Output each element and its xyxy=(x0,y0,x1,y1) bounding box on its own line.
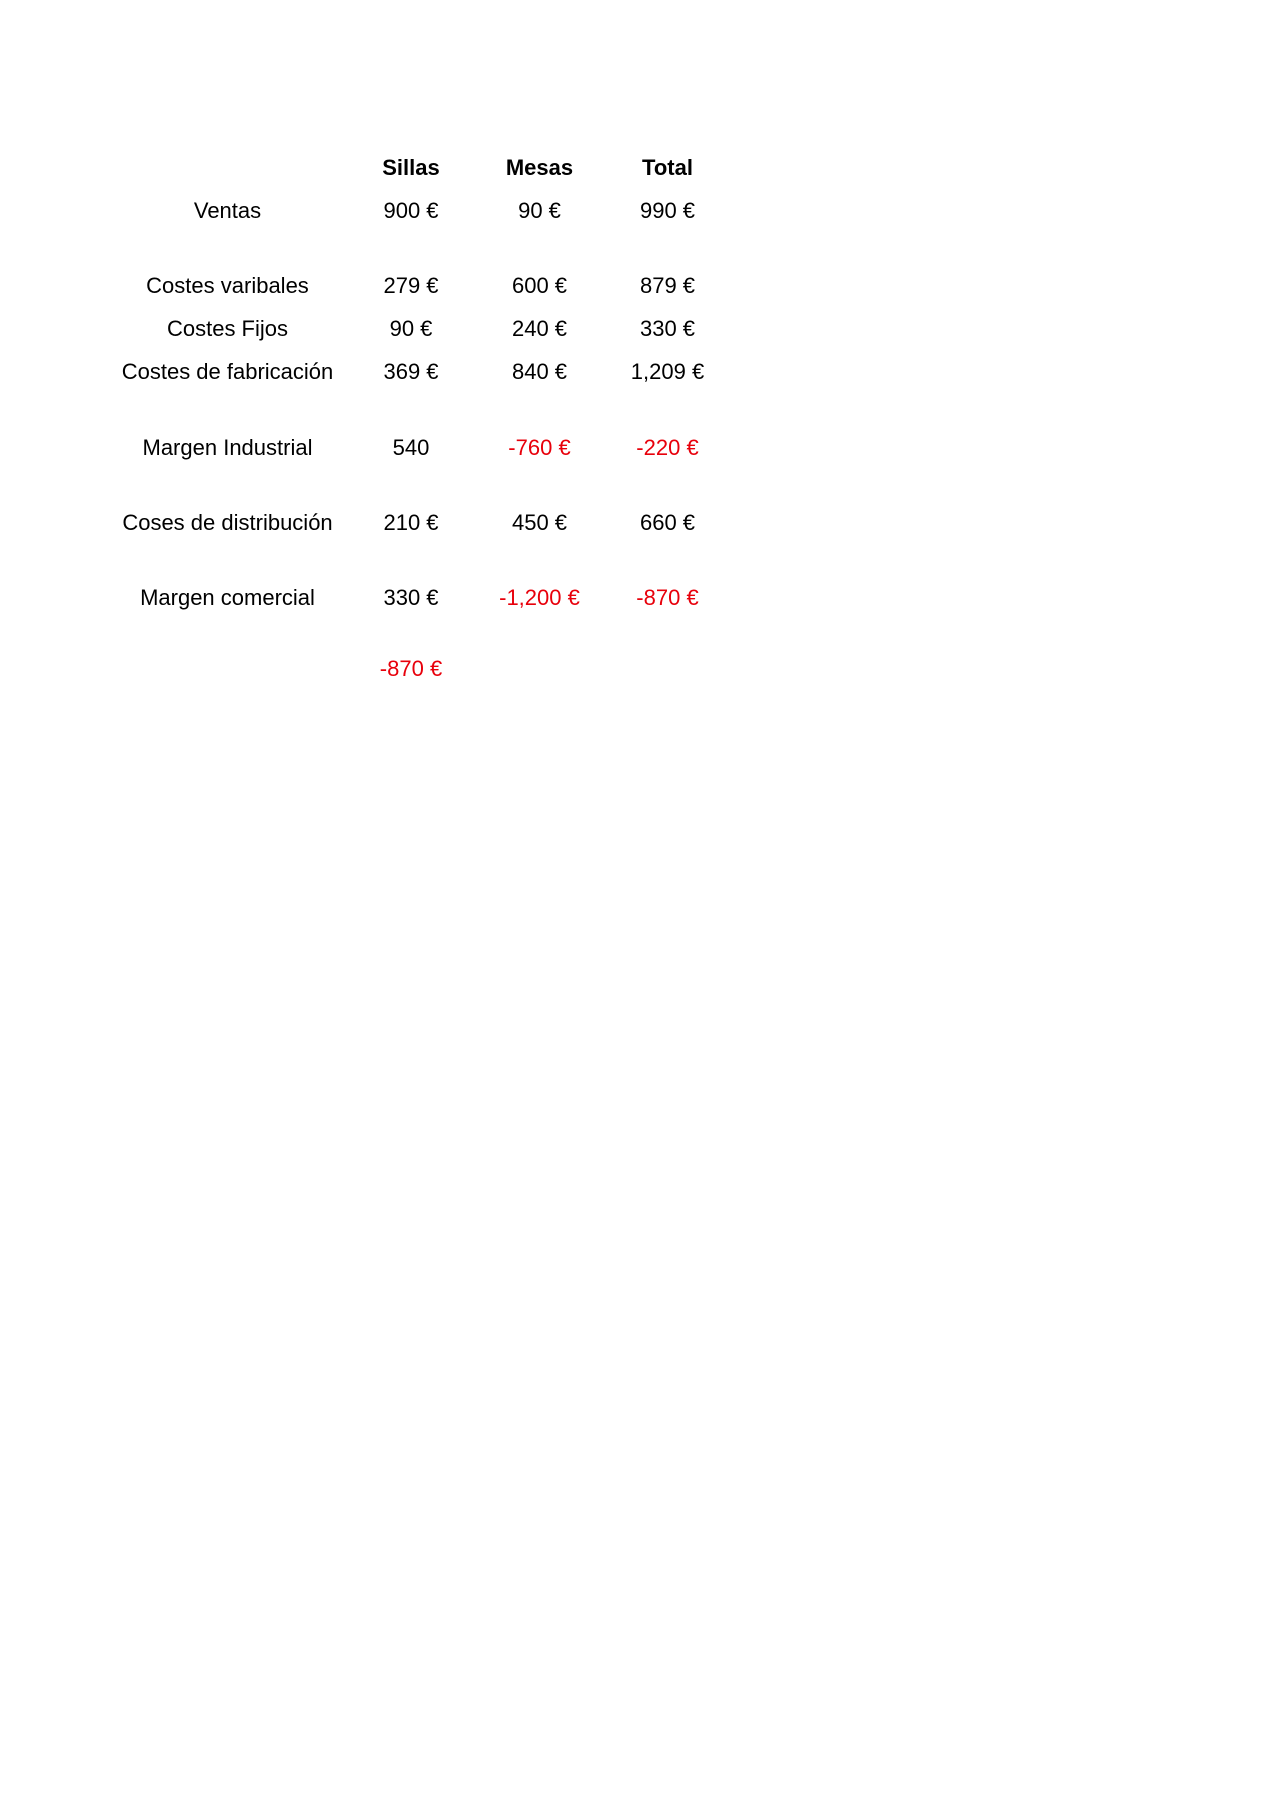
table-row-costes-distribucion xyxy=(0,503,760,543)
table-row-extra xyxy=(0,649,760,689)
table-row-costes-fijos xyxy=(0,309,760,349)
row-label[interactable]: Costes varibales xyxy=(146,273,309,298)
row-label[interactable]: Margen Industrial xyxy=(142,435,313,460)
table-row-margen-comercial xyxy=(0,578,760,618)
row-label[interactable]: Ventas xyxy=(193,198,262,223)
cell-mesas[interactable]: 840 € xyxy=(511,359,568,384)
cell-total-negative[interactable]: -220 € xyxy=(636,435,699,460)
cell-total-negative[interactable]: -870 € xyxy=(636,585,699,610)
cell-sillas[interactable]: 369 € xyxy=(383,359,439,384)
cell-mesas[interactable]: 90 € xyxy=(518,198,561,223)
cell-mesas-negative[interactable]: -1,200 € xyxy=(499,585,580,610)
cell-sillas[interactable]: 210 € xyxy=(383,510,439,535)
header-total[interactable]: Total xyxy=(642,155,693,180)
cell-sillas[interactable]: 900 € xyxy=(383,198,439,223)
table-row-costes-variables xyxy=(0,266,760,306)
cell-sillas[interactable]: 90 € xyxy=(389,316,433,341)
cell-mesas[interactable]: 240 € xyxy=(511,316,568,341)
cell-sillas[interactable]: 330 € xyxy=(383,585,439,610)
row-label[interactable]: Coses de distribución xyxy=(122,510,333,535)
table-row-margen-industrial xyxy=(0,428,760,468)
header-sillas[interactable]: Sillas xyxy=(382,155,440,180)
cell-total[interactable]: 660 € xyxy=(639,510,696,535)
header-row xyxy=(0,148,760,188)
cell-mesas[interactable]: 600 € xyxy=(511,273,568,298)
row-label[interactable]: Costes de fabricación xyxy=(121,359,334,384)
cell-total[interactable]: 990 € xyxy=(639,198,696,223)
row-label[interactable]: Margen comercial xyxy=(140,585,315,610)
cell-extra-negative[interactable]: -870 € xyxy=(379,656,443,681)
cell-mesas-negative[interactable]: -760 € xyxy=(508,435,571,460)
header-mesas[interactable]: Mesas xyxy=(505,155,574,180)
cell-total[interactable]: 1,209 € xyxy=(630,359,705,384)
table-row-costes-fabricacion xyxy=(0,352,760,392)
row-label[interactable]: Costes Fijos xyxy=(166,316,289,341)
cell-mesas[interactable]: 450 € xyxy=(511,510,568,535)
cell-total[interactable]: 879 € xyxy=(639,273,696,298)
table-row-ventas xyxy=(0,191,760,231)
cell-sillas[interactable]: 540 xyxy=(392,435,430,460)
cell-sillas[interactable]: 279 € xyxy=(383,273,439,298)
cell-total[interactable]: 330 € xyxy=(639,316,696,341)
